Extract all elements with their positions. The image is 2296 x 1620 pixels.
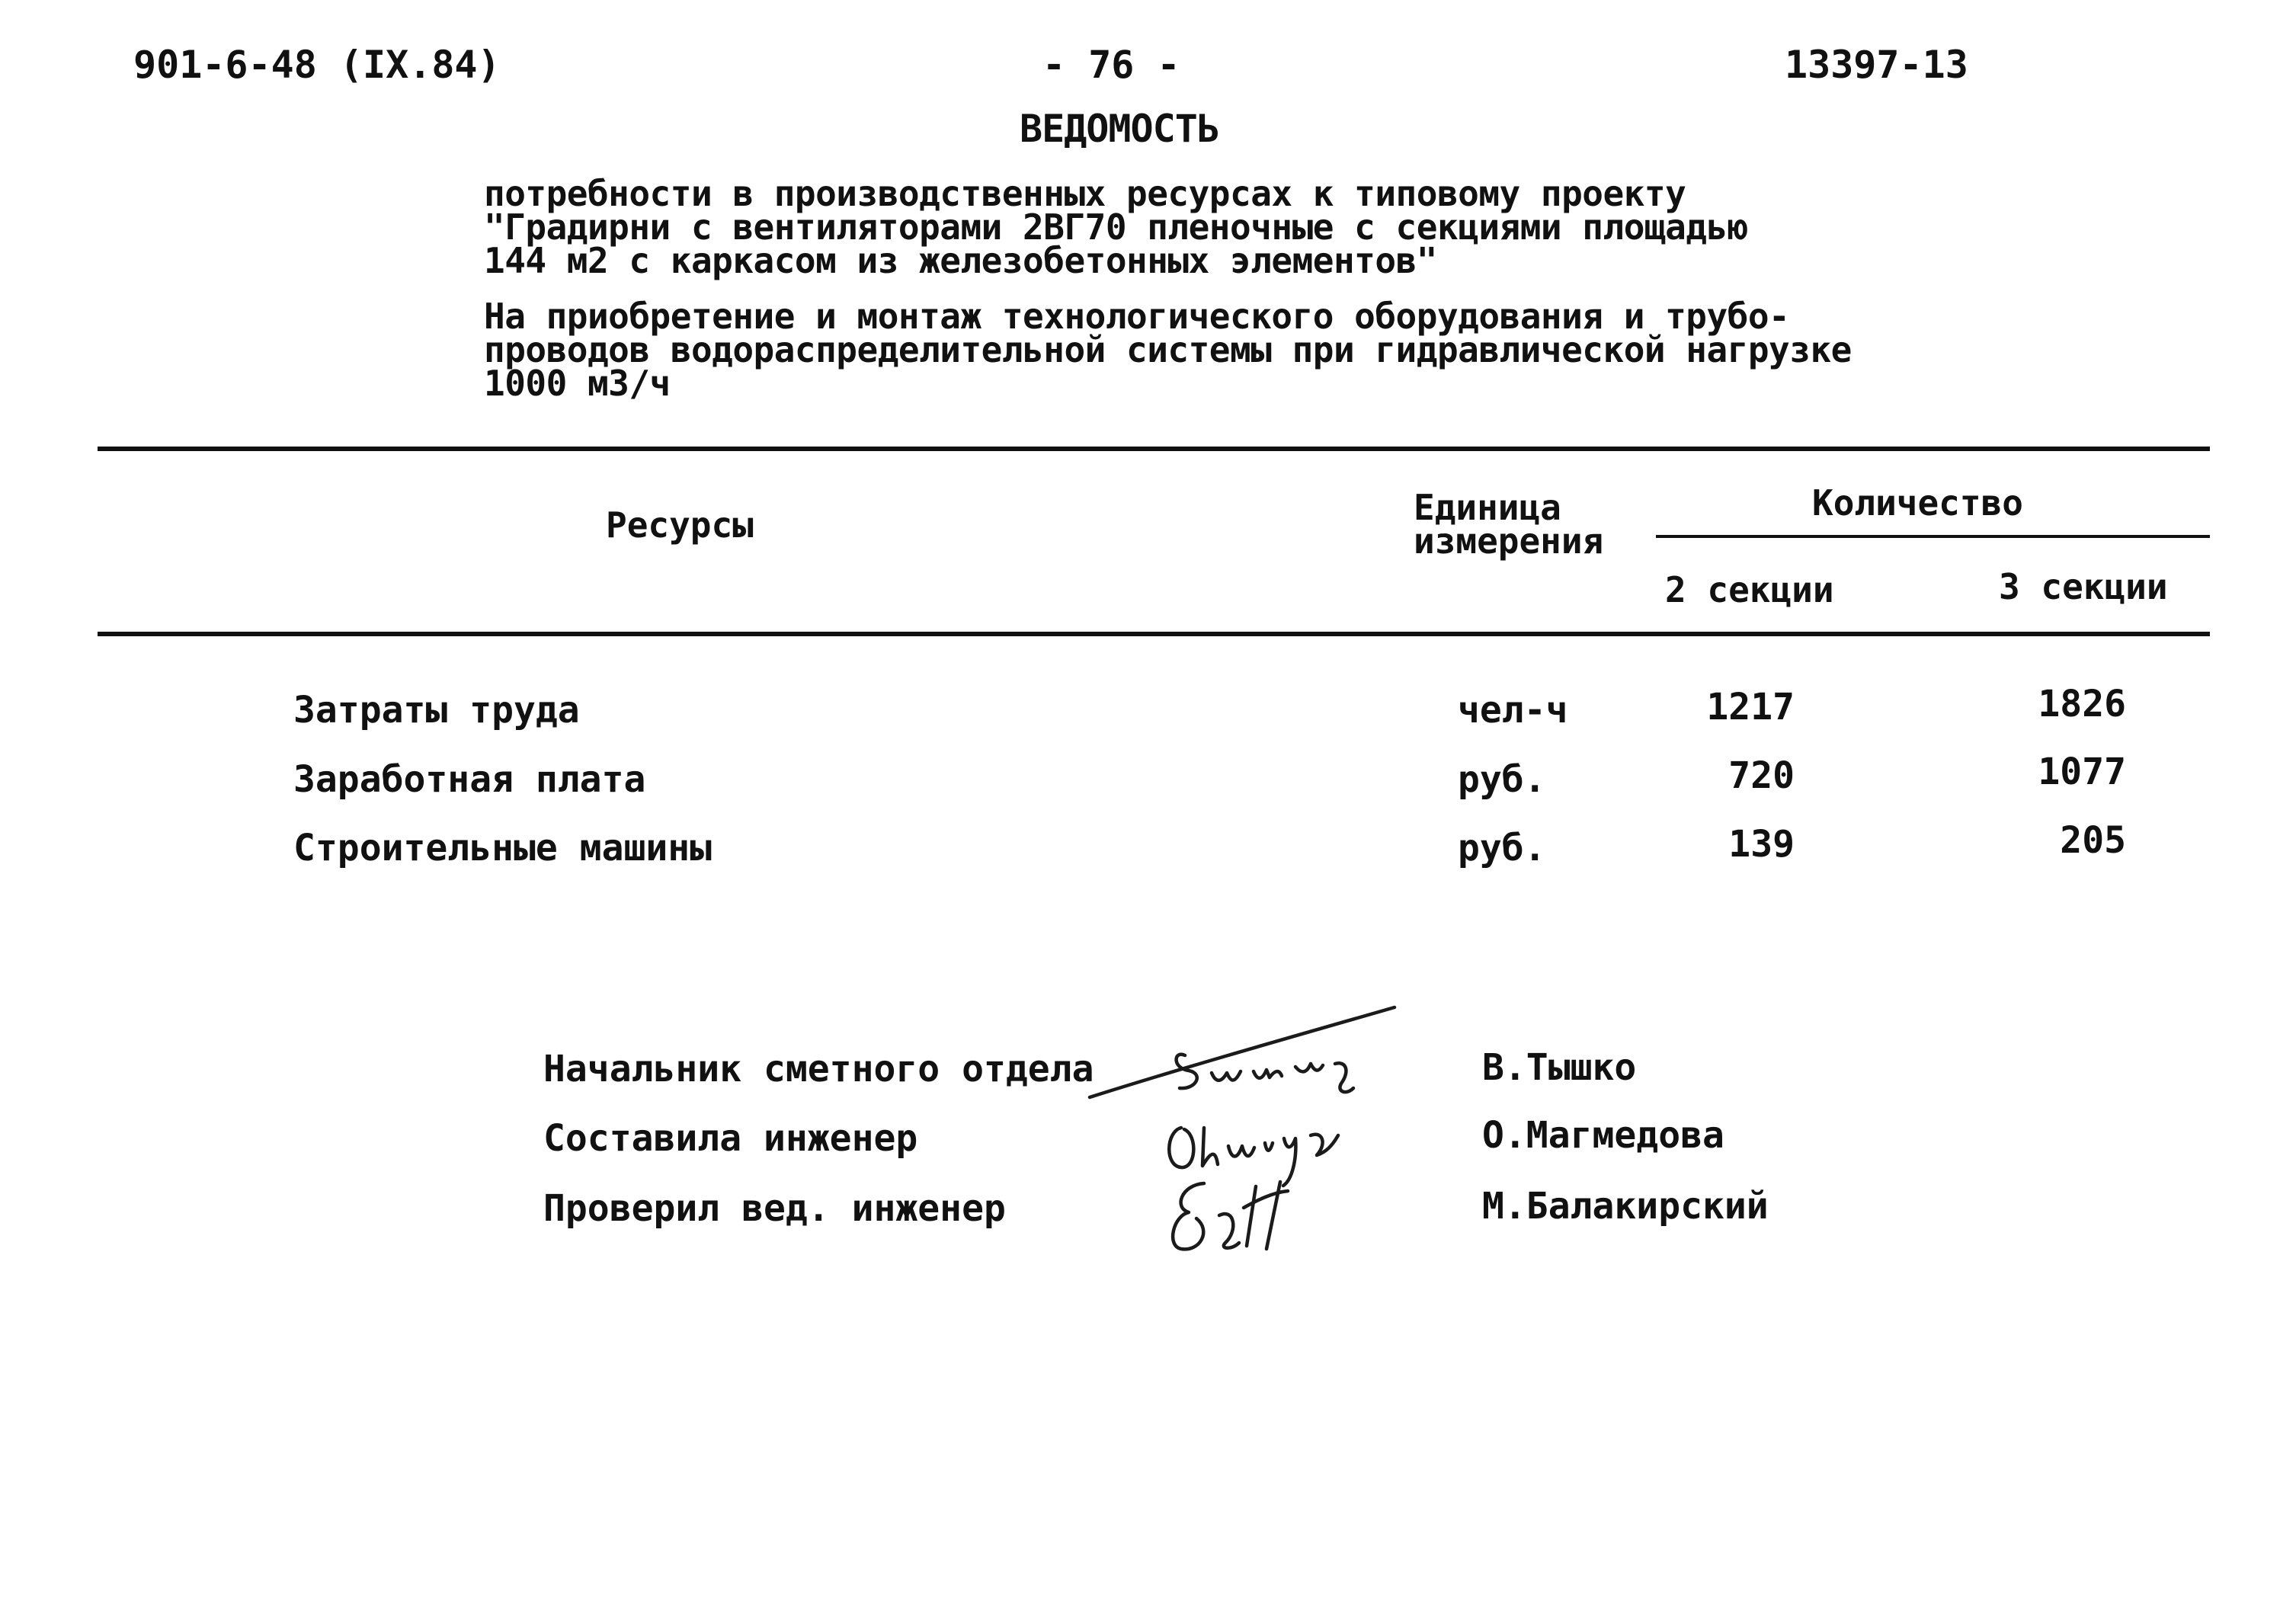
- signer-role-author: Составила инженер: [543, 1117, 918, 1160]
- header-unit-line-2: измерения: [1414, 520, 1604, 562]
- row-resource: Заработная плата: [293, 758, 646, 801]
- table-top-rule: [98, 447, 2210, 451]
- intro-paragraph: [484, 173, 1748, 281]
- signer-name-reviewer: М.Балакирский: [1482, 1185, 1769, 1228]
- row-2-sections-value: 720: [1728, 754, 1795, 797]
- scope-line-1: На приобретение и монтаж технологического оборудования и трубо-: [484, 296, 1790, 337]
- page-number: - 76 -: [1042, 43, 1180, 87]
- row-3-sections-value: 205: [2060, 819, 2126, 862]
- intro-line-3: 144 м2 с каркасом из железобетонных элементов": [484, 240, 1437, 281]
- signer-role-head: Начальник сметного отдела: [543, 1048, 1094, 1090]
- row-3-sections-value: 1826: [2038, 683, 2126, 725]
- scope-line-2: проводов водораспределительной системы при гидравлической нагрузке: [484, 329, 1852, 370]
- scope-paragraph: [484, 296, 1852, 404]
- header-3-sections: 3 секции: [1999, 566, 2168, 607]
- signer-name-author: О.Магмедова: [1482, 1114, 1724, 1157]
- row-unit: руб.: [1458, 827, 1546, 869]
- handwritten-signature-head: [1082, 998, 1402, 1113]
- row-unit: чел-ч: [1458, 689, 1568, 732]
- intro-line-2: "Градирни с вентиляторами 2ВГ70 пленочные с секциями площадью: [484, 207, 1748, 248]
- header-unit-line-1: Единица: [1414, 487, 1561, 528]
- quantity-sub-rule: [1656, 535, 2210, 538]
- intro-line-1: потребности в производственных ресурсах к типовому проекту: [484, 173, 1686, 214]
- handwritten-signature-reviewer: [1158, 1170, 1341, 1269]
- table-header-rule: [98, 632, 2210, 636]
- scope-line-3: 1000 м3/ч: [484, 363, 671, 404]
- header-resources: Ресурсы: [606, 504, 754, 546]
- document-code: 901-6-48 (IX.84): [133, 43, 501, 87]
- row-2-sections-value: 139: [1728, 823, 1795, 866]
- sheet-code: 13397-13: [1785, 43, 1968, 87]
- row-resource: Затраты труда: [293, 689, 580, 732]
- header-quantity: Количество: [1812, 482, 2023, 523]
- row-resource: Строительные машины: [293, 827, 712, 869]
- row-3-sections-value: 1077: [2038, 751, 2126, 793]
- row-unit: руб.: [1458, 758, 1546, 801]
- signer-name-head: В.Тышко: [1482, 1046, 1637, 1089]
- document-title: ВЕДОМОСТЬ: [1020, 107, 1219, 151]
- header-2-sections: 2 секции: [1665, 569, 1834, 610]
- signer-role-reviewer: Проверил вед. инженер: [543, 1187, 1006, 1230]
- row-2-sections-value: 1217: [1706, 686, 1795, 728]
